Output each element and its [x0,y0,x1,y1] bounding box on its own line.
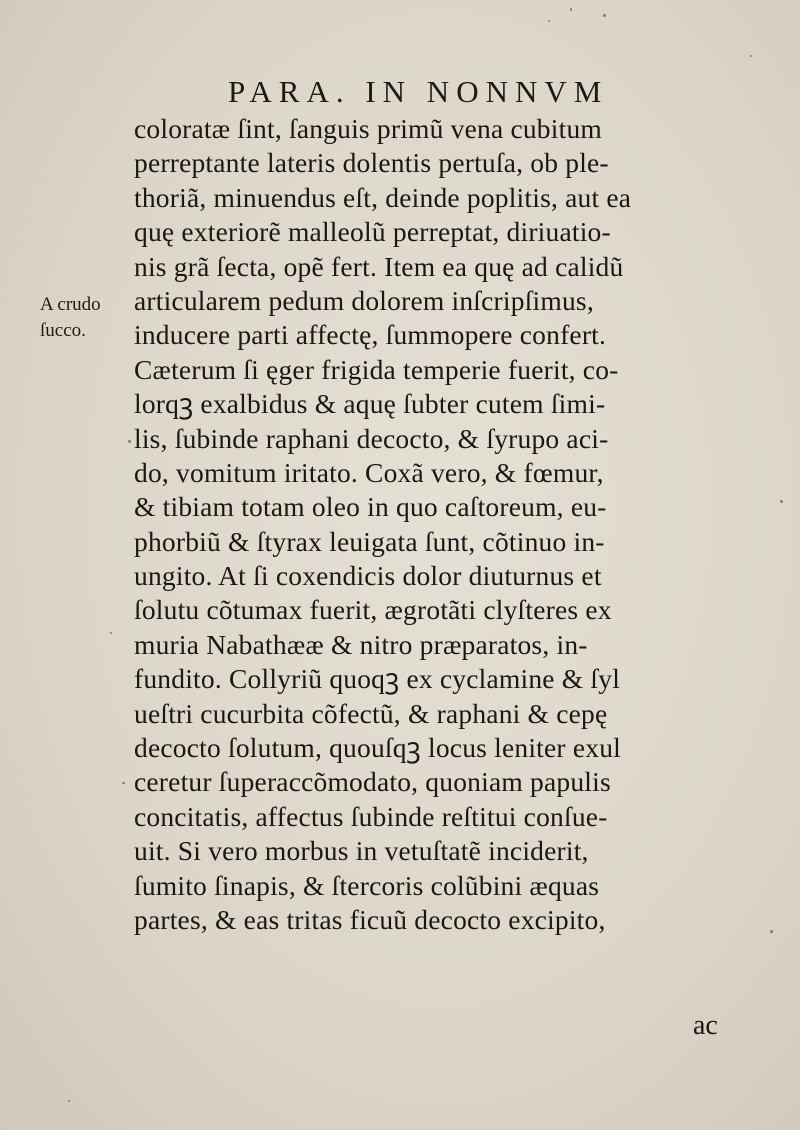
speck [603,14,606,17]
text-line: Cæterum ſi ęger frigida temperie fuerit, co- [134,353,619,385]
speck [770,930,773,933]
speck [750,55,752,57]
text-line: perreptante lateris dolentis pertuſa, ob ple- [134,147,609,179]
running-head: PARA. IN NONNVM [228,74,609,109]
text-line: ſolutu cõtumax fuerit, ægrotãti clyſteres ex [134,594,612,626]
text-line: thoriã, minuendus eſt, deinde poplitis, aut ea [134,181,632,213]
text-line: inducere parti affectę, ſummopere confert. [134,319,607,351]
text-line: coloratæ ſint, ſanguis primũ vena cubitum [134,113,602,144]
margin-note-line: A crudo [40,294,101,315]
text-line: articularem pedum dolorem inſcripſimus, [134,284,594,316]
text-line: ueſtri cucurbita cõfectũ, & raphani & cepę [134,697,608,729]
text-line: decocto ſolutum, quouſqꝫ locus leniter exul [134,732,621,764]
text-line: muria Nabathææ & nitro præparatos, in- [134,628,588,660]
margin-note-line: ſucco. [40,320,86,341]
speck [110,632,112,634]
text-line: lis, ſubinde raphani decocto, & ſyrupo aci- [134,422,609,454]
text-line: ungito. At ſi coxendicis dolor diuturnus et [134,560,602,592]
speck [122,782,125,784]
text-line: uit. Si vero morbus in vetuſtatẽ inciderit, [134,835,589,867]
text-line: ceretur ſuperaccõmodato, quoniam papulis [134,766,611,798]
speck [68,1100,70,1102]
catchword: ac [693,1010,718,1041]
body-text [134,112,744,937]
text-line: quę exteriorẽ malleolũ perreptat, diriuatio- [134,216,611,248]
speck [548,20,550,22]
speck [570,8,572,11]
margin-note [40,292,130,344]
text-line: nis grã ſecta, opẽ fert. Item ea quę ad calidũ [134,250,624,282]
text-line: ſumito ſinapis, & ſtercoris colũbini æquas [134,869,600,901]
text-line: partes, & eas tritas ficuũ decocto excipito, [134,903,606,935]
speck [128,440,131,443]
text-line: do, vomitum iritato. Coxã vero, & fœmur, [134,456,604,488]
text-line: concitatis, affectus ſubinde reſtitui conſue- [134,800,608,832]
text-line: & tibiam totam oleo in quo caſtoreum, eu- [134,491,607,523]
text-line: lorqꝫ exalbidus & aquę ſubter cutem ſimi- [134,388,606,420]
text-line: fundito. Collyriũ quoqꝫ ex cyclamine & ſyl [134,663,621,695]
speck [780,500,783,503]
text-line: phorbiũ & ſtyrax leuigata ſunt, cõtinuo in- [134,525,605,557]
